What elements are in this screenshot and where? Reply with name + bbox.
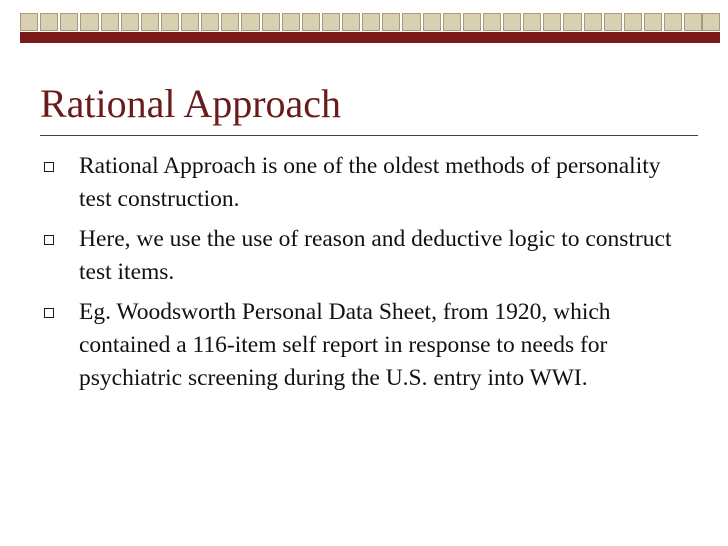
decor-tile <box>543 13 561 31</box>
bullet-item <box>44 150 694 216</box>
decor-tile <box>101 13 119 31</box>
bullet-list <box>44 150 694 402</box>
decor-tile <box>241 13 259 31</box>
tile-row <box>20 13 702 31</box>
decor-tile <box>322 13 340 31</box>
decor-tile <box>161 13 179 31</box>
corner-tile <box>702 13 720 31</box>
decor-tile <box>402 13 420 31</box>
decor-tile <box>684 13 702 31</box>
decor-tile <box>503 13 521 31</box>
decor-tile <box>382 13 400 31</box>
decor-tile <box>181 13 199 31</box>
bullet-item <box>44 296 694 395</box>
bullet-text: Rational Approach is one of the oldest methods of personality test construction. <box>79 153 661 212</box>
square-bullet-icon <box>44 162 54 172</box>
decor-tile <box>624 13 642 31</box>
decor-tile <box>141 13 159 31</box>
decor-tile <box>362 13 380 31</box>
decor-tile <box>20 13 38 31</box>
decor-tile <box>121 13 139 31</box>
title-divider <box>40 135 698 136</box>
bullet-item <box>44 223 694 289</box>
decor-tile <box>523 13 541 31</box>
corner-band <box>702 32 720 43</box>
decor-tile <box>483 13 501 31</box>
decor-tile <box>644 13 662 31</box>
decor-tile <box>60 13 78 31</box>
decor-tile <box>664 13 682 31</box>
decor-tile <box>282 13 300 31</box>
square-bullet-icon <box>44 235 54 245</box>
maroon-band <box>20 32 702 43</box>
decor-tile <box>342 13 360 31</box>
decor-tile <box>302 13 320 31</box>
decor-tile <box>443 13 461 31</box>
decor-tile <box>221 13 239 31</box>
decor-tile <box>40 13 58 31</box>
square-bullet-icon <box>44 308 54 318</box>
decor-tile <box>80 13 98 31</box>
decor-tile <box>563 13 581 31</box>
decor-tile <box>262 13 280 31</box>
decor-tile <box>201 13 219 31</box>
header-decoration <box>20 13 702 43</box>
decor-tile <box>604 13 622 31</box>
bullet-text: Eg. Woodsworth Personal Data Sheet, from 1920, which contained a 116-item self report in response to needs for psychiatric screening during the U.S. entry into WWI. <box>79 299 611 391</box>
decor-tile <box>463 13 481 31</box>
slide-title: Rational Approach <box>40 81 342 126</box>
decor-tile <box>584 13 602 31</box>
decor-tile <box>423 13 441 31</box>
bullet-text: Here, we use the use of reason and deductive logic to construct test items. <box>79 226 672 285</box>
